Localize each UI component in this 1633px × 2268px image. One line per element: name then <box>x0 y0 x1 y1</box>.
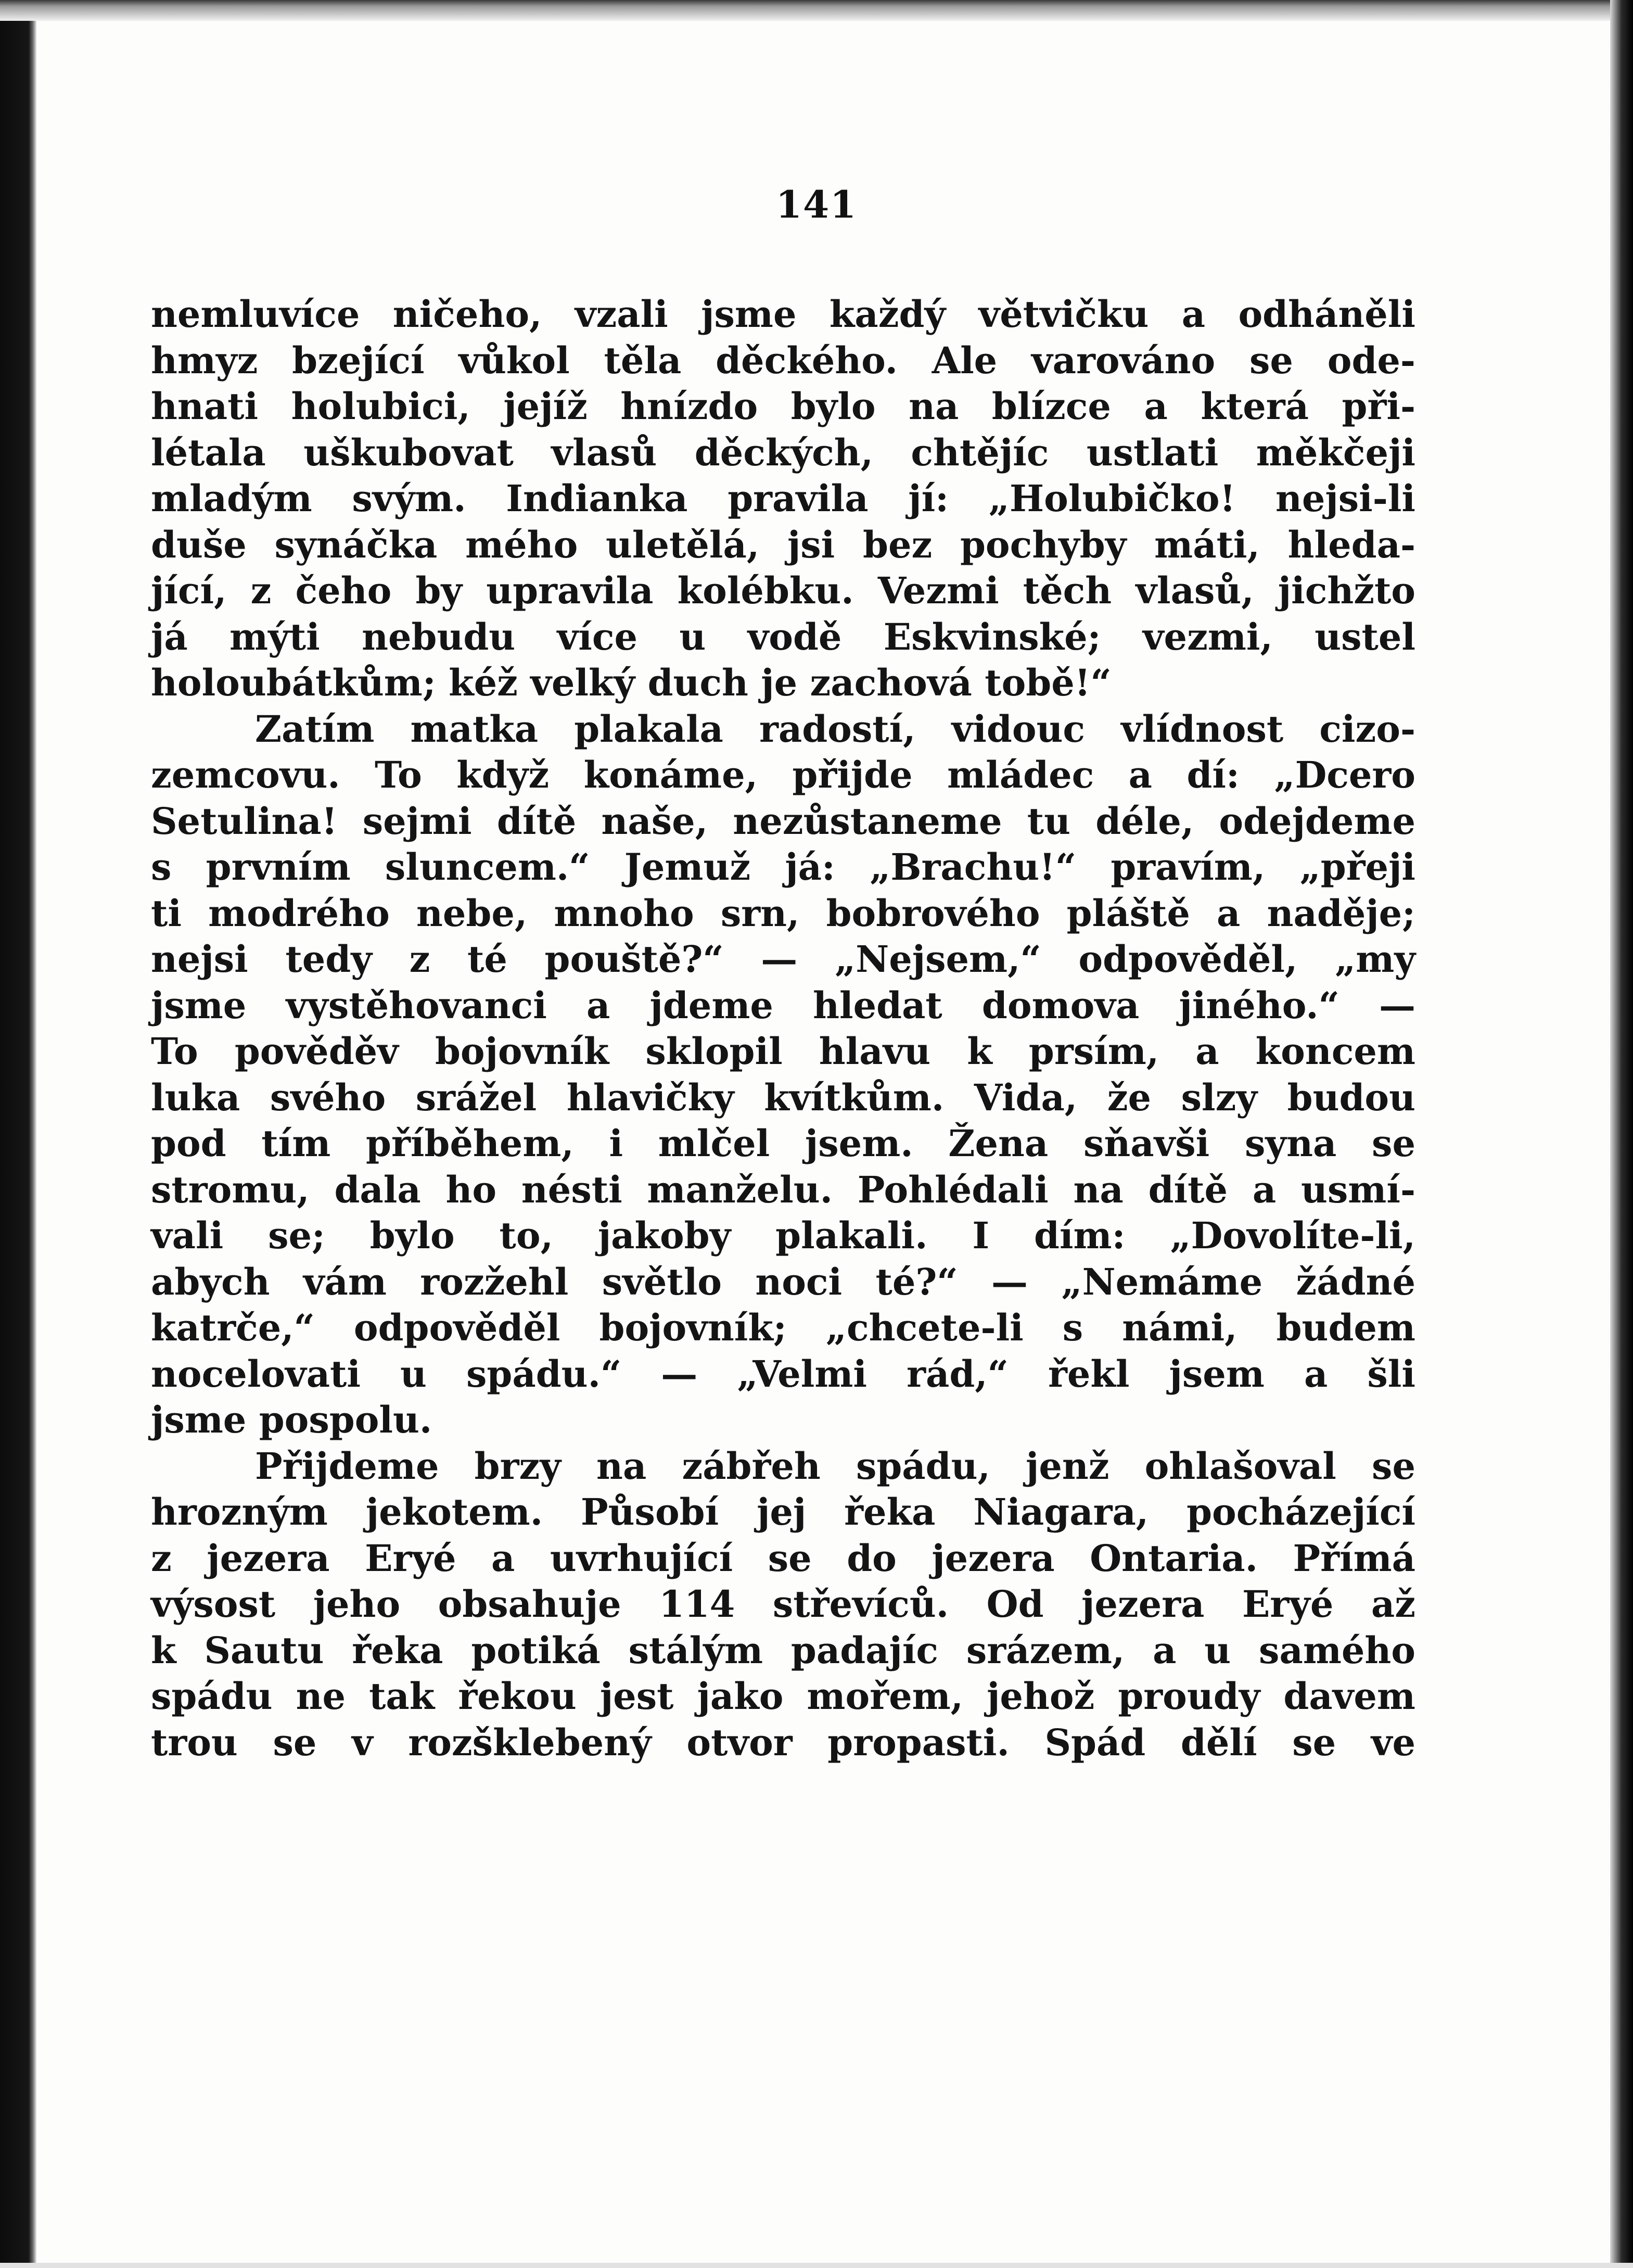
right-page-edge <box>1610 0 1633 2268</box>
text-line: trou se v rozšklebený otvor propasti. Spád dělí se ve <box>151 1720 1415 1764</box>
text-line: s prvním sluncem.“ Jemuž já: „Brachu!“ pravím, „přeji <box>151 845 1415 889</box>
text-line: Přijdeme brzy na zábřeh spádu, jenž ohlašoval se <box>255 1444 1415 1488</box>
text-line: katrče,“ odpověděl bojovník; „chcete-li s námi, budem <box>151 1306 1415 1349</box>
page-number: 141 <box>775 182 858 226</box>
text-line: hmyz bzející vůkol těla děckého. Ale varováno se ode- <box>151 338 1415 382</box>
text-line: nocelovati u spádu.“ — „Velmi rád,“ řekl jsem a šli <box>151 1352 1415 1396</box>
text-line: hrozným jekotem. Působí jej řeka Niagara, pocházející <box>151 1490 1415 1534</box>
text-line: jsme vystěhovanci a jdeme hledat domova jiného.“ — <box>151 983 1415 1027</box>
top-edge-shadow <box>0 0 1633 21</box>
body-text <box>151 292 1415 1766</box>
text-line: stromu, dala ho nésti manželu. Pohlédali na dítě a usmí- <box>151 1168 1415 1211</box>
text-line: Zatím matka plakala radostí, vidouc vlídnost cizo- <box>255 707 1415 751</box>
bottom-page-edge <box>0 2263 1633 2268</box>
text-line: nemluvíce ničeho, vzali jsme každý větvičku a odháněli <box>151 293 1415 336</box>
text-line: mladým svým. Indianka pravila jí: „Holubičko! nejsi-li <box>151 477 1415 520</box>
text-line: pod tím příběhem, i mlčel jsem. Žena sňavši syna se <box>151 1122 1415 1165</box>
text-line: k Sautu řeka potiká stálým padajíc srázem, a u samého <box>151 1628 1415 1672</box>
text-line: Setulina! sejmi dítě naše, nezůstaneme tu déle, odejdeme <box>151 799 1415 843</box>
text-line: zemcovu. To když konáme, přijde mládec a dí: „Dcero <box>151 753 1415 796</box>
text-line: abych vám rozžehl světlo noci té?“ — „Nemáme žádné <box>151 1260 1415 1303</box>
text-line: vali se; bylo to, jakoby plakali. I dím: „Dovolíte-li, <box>151 1214 1415 1257</box>
text-line: výsost jeho obsahuje 114 střevíců. Od jezera Eryé až <box>151 1582 1415 1626</box>
text-line: holoubátkům; kéž velký duch je zachová tobě!“ <box>151 661 1112 704</box>
text-line: luka svého srážel hlavičky kvítkům. Vida, že slzy budou <box>151 1075 1415 1119</box>
text-line: nejsi tedy z té pouště?“ — „Nejsem,“ odpověděl, „my <box>151 937 1415 981</box>
text-line: To pověděv bojovník sklopil hlavu k prsím, a koncem <box>151 1030 1415 1073</box>
text-line: z jezera Eryé a uvrhující se do jezera Ontaria. Přímá <box>151 1536 1415 1580</box>
text-line: duše synáčka mého uletělá, jsi bez pochyby máti, hleda- <box>151 523 1415 566</box>
text-line: ti modrého nebe, mnoho srn, bobrového pláště a naděje; <box>151 891 1415 935</box>
book-spine-shadow <box>0 0 36 2268</box>
text-line: hnati holubici, jejíž hnízdo bylo na blízce a která při- <box>151 385 1415 428</box>
text-line: já mýti nebudu více u vodě Eskvinské; vezmi, ustel <box>151 615 1415 658</box>
text-line: jící, z čeho by upravila kolébku. Vezmi těch vlasů, jichžto <box>151 569 1415 612</box>
text-line: létala uškubovat vlasů děckých, chtějíc ustlati měkčeji <box>151 430 1415 474</box>
text-line: jsme pospolu. <box>151 1398 432 1441</box>
text-line: spádu ne tak řekou jest jako mořem, jehož proudy davem <box>151 1675 1415 1718</box>
